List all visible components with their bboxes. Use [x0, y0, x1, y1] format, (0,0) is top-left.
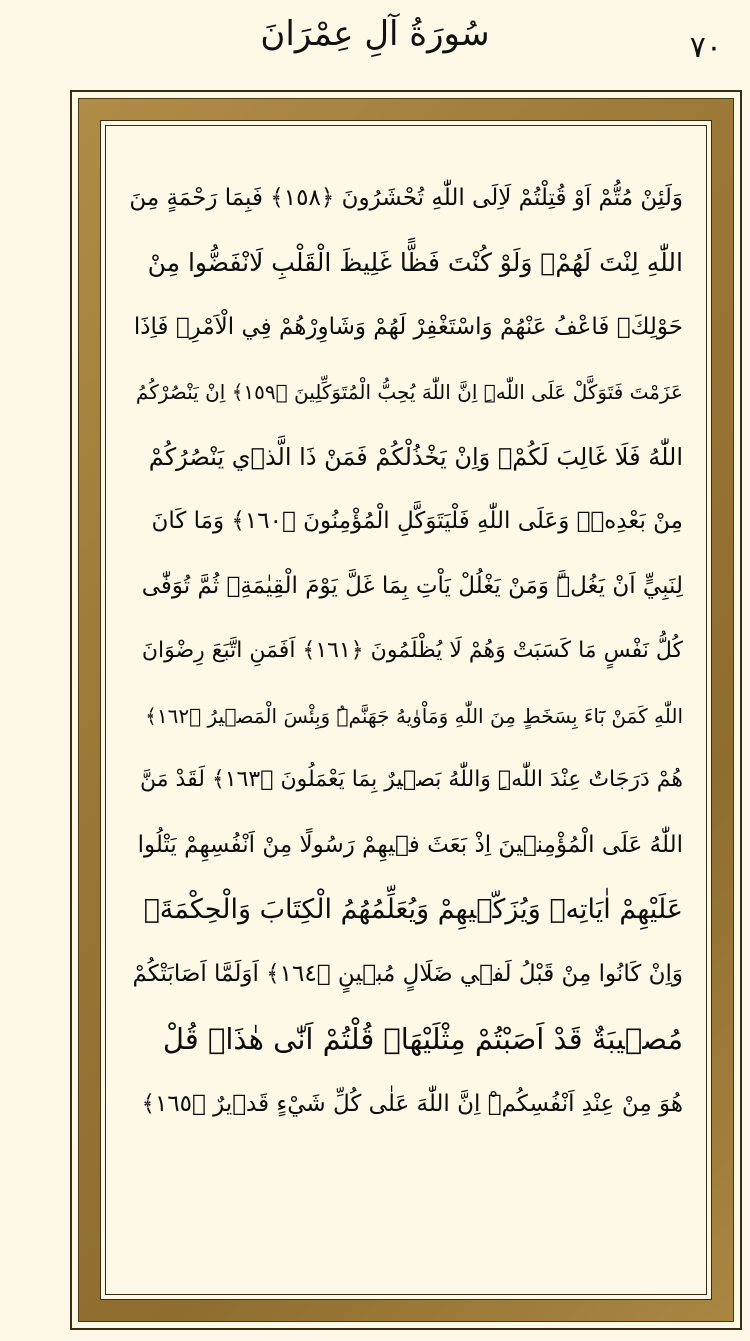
page-frame — [70, 90, 742, 1330]
verse-line: لِنَبِيٍّ اَنْ يَغُلَّۜ وَمَنْ يَغْلُلْ يَاْتِ بِمَا غَلَّ يَوْمَ الْقِيٰمَةِۚ ثُمَّ تُوَفّٰى — [141, 573, 683, 600]
text-panel — [100, 120, 712, 1300]
verse-line: وَلَئِنْ مُتُّمْ اَوْ قُتِلْتُمْ لَاِلَى اللّٰهِ تُحْشَرُونَ ﴿١٥٨﴾ فَبِمَا رَحْمَةٍ مِنَ — [129, 185, 683, 211]
verse-line: اللّٰهُ عَلَى الْمُؤْمِنٖينَ اِذْ بَعَثَ فٖيهِمْ رَسُولًا مِنْ اَنْفُسِهِمْ يَتْلُوا — [137, 831, 683, 858]
verse-line: هُمْ دَرَجَاتٌ عِنْدَ اللّٰهِۜ وَاللّٰهُ بَصٖيرٌ بِمَا يَعْمَلُونَ ﴿١٦٣﴾ لَقَدْ مَنَّ — [140, 767, 683, 793]
surah-title: سُورَةُ آلِ عِمْرَانَ — [260, 14, 490, 54]
verse-line: مِنْ بَعْدِهٖۜ وَعَلَى اللّٰهِ فَلْيَتَوَكَّلِ الْمُؤْمِنُونَ ﴿١٦٠﴾ وَمَا كَانَ — [151, 508, 683, 535]
verse-line: حَوْلِكَۖ فَاعْفُ عَنْهُمْ وَاسْتَغْفِرْ لَهُمْ وَشَاوِرْهُمْ فِي الْاَمْرِۚ فَاِذَا — [133, 314, 683, 341]
verse-line: مُصٖيبَةٌ قَدْ اَصَبْتُمْ مِثْلَيْهَاۙ قُلْتُمْ اَنّٰى هٰذَاۜ قُلْ — [162, 1021, 683, 1056]
gold-border — [78, 98, 734, 1322]
verse-line: اللّٰهِ كَمَنْ بَٓاءَ بِسَخَطٍ مِنَ اللّٰهِ وَمَاْوٰيهُ جَهَنَّمُۜ وَبِئْسَ الْمَصٖيرُ ﴿١٦٢﴾ — [145, 703, 683, 728]
verse-line: هُوَ مِنْ عِنْدِ اَنْفُسِكُمْۜ اِنَّ اللّٰهَ عَلٰى كُلِّ شَيْءٍ قَدٖيرٌ ﴿١٦٥﴾ — [141, 1090, 683, 1117]
verse-text-area — [129, 166, 683, 1269]
page-number: ٧٠ — [689, 30, 722, 65]
page-header — [0, 0, 750, 85]
verse-line: عَزَمْتَ فَتَوَكَّلْ عَلَى اللّٰهِۜ اِنَّ اللّٰهَ يُحِبُّ الْمُتَوَكِّلِينَ ﴿١٥٩﴾ اِنْ يَنْصُرْكُمُ — [135, 380, 683, 405]
verse-line: وَاِنْ كَانُوا مِنْ قَبْلُ لَفٖي ضَلَالٍ مُبٖينٍ ﴿١٦٤﴾ اَوَلَمَّا اَصَابَتْكُمْ — [132, 961, 683, 988]
verse-line: كُلُّ نَفْسٍ مَا كَسَبَتْ وَهُمْ لَا يُظْلَمُونَ ﴿١٦١﴾ اَفَمَنِ اتَّبَعَ رِضْوَانَ — [141, 637, 683, 663]
verse-line: اللّٰهِ لِنْتَ لَهُمْۚ وَلَوْ كُنْتَ فَظًّا غَلِيظَ الْقَلْبِ لَانْفَضُّوا مِنْ — [147, 247, 683, 277]
verse-line: عَلَيْهِمْ اٰيَاتِهٖ وَيُزَكّٖيهِمْ وَيُعَلِّمُهُمُ الْكِتَابَ وَالْحِكْمَةَۚ — [143, 893, 683, 925]
verse-line: اللّٰهُ فَلَا غَالِبَ لَكُمْۚ وَاِنْ يَخْذُلْكُمْ فَمَنْ ذَا الَّذٖي يَنْصُرُكُمْ — [148, 442, 683, 471]
